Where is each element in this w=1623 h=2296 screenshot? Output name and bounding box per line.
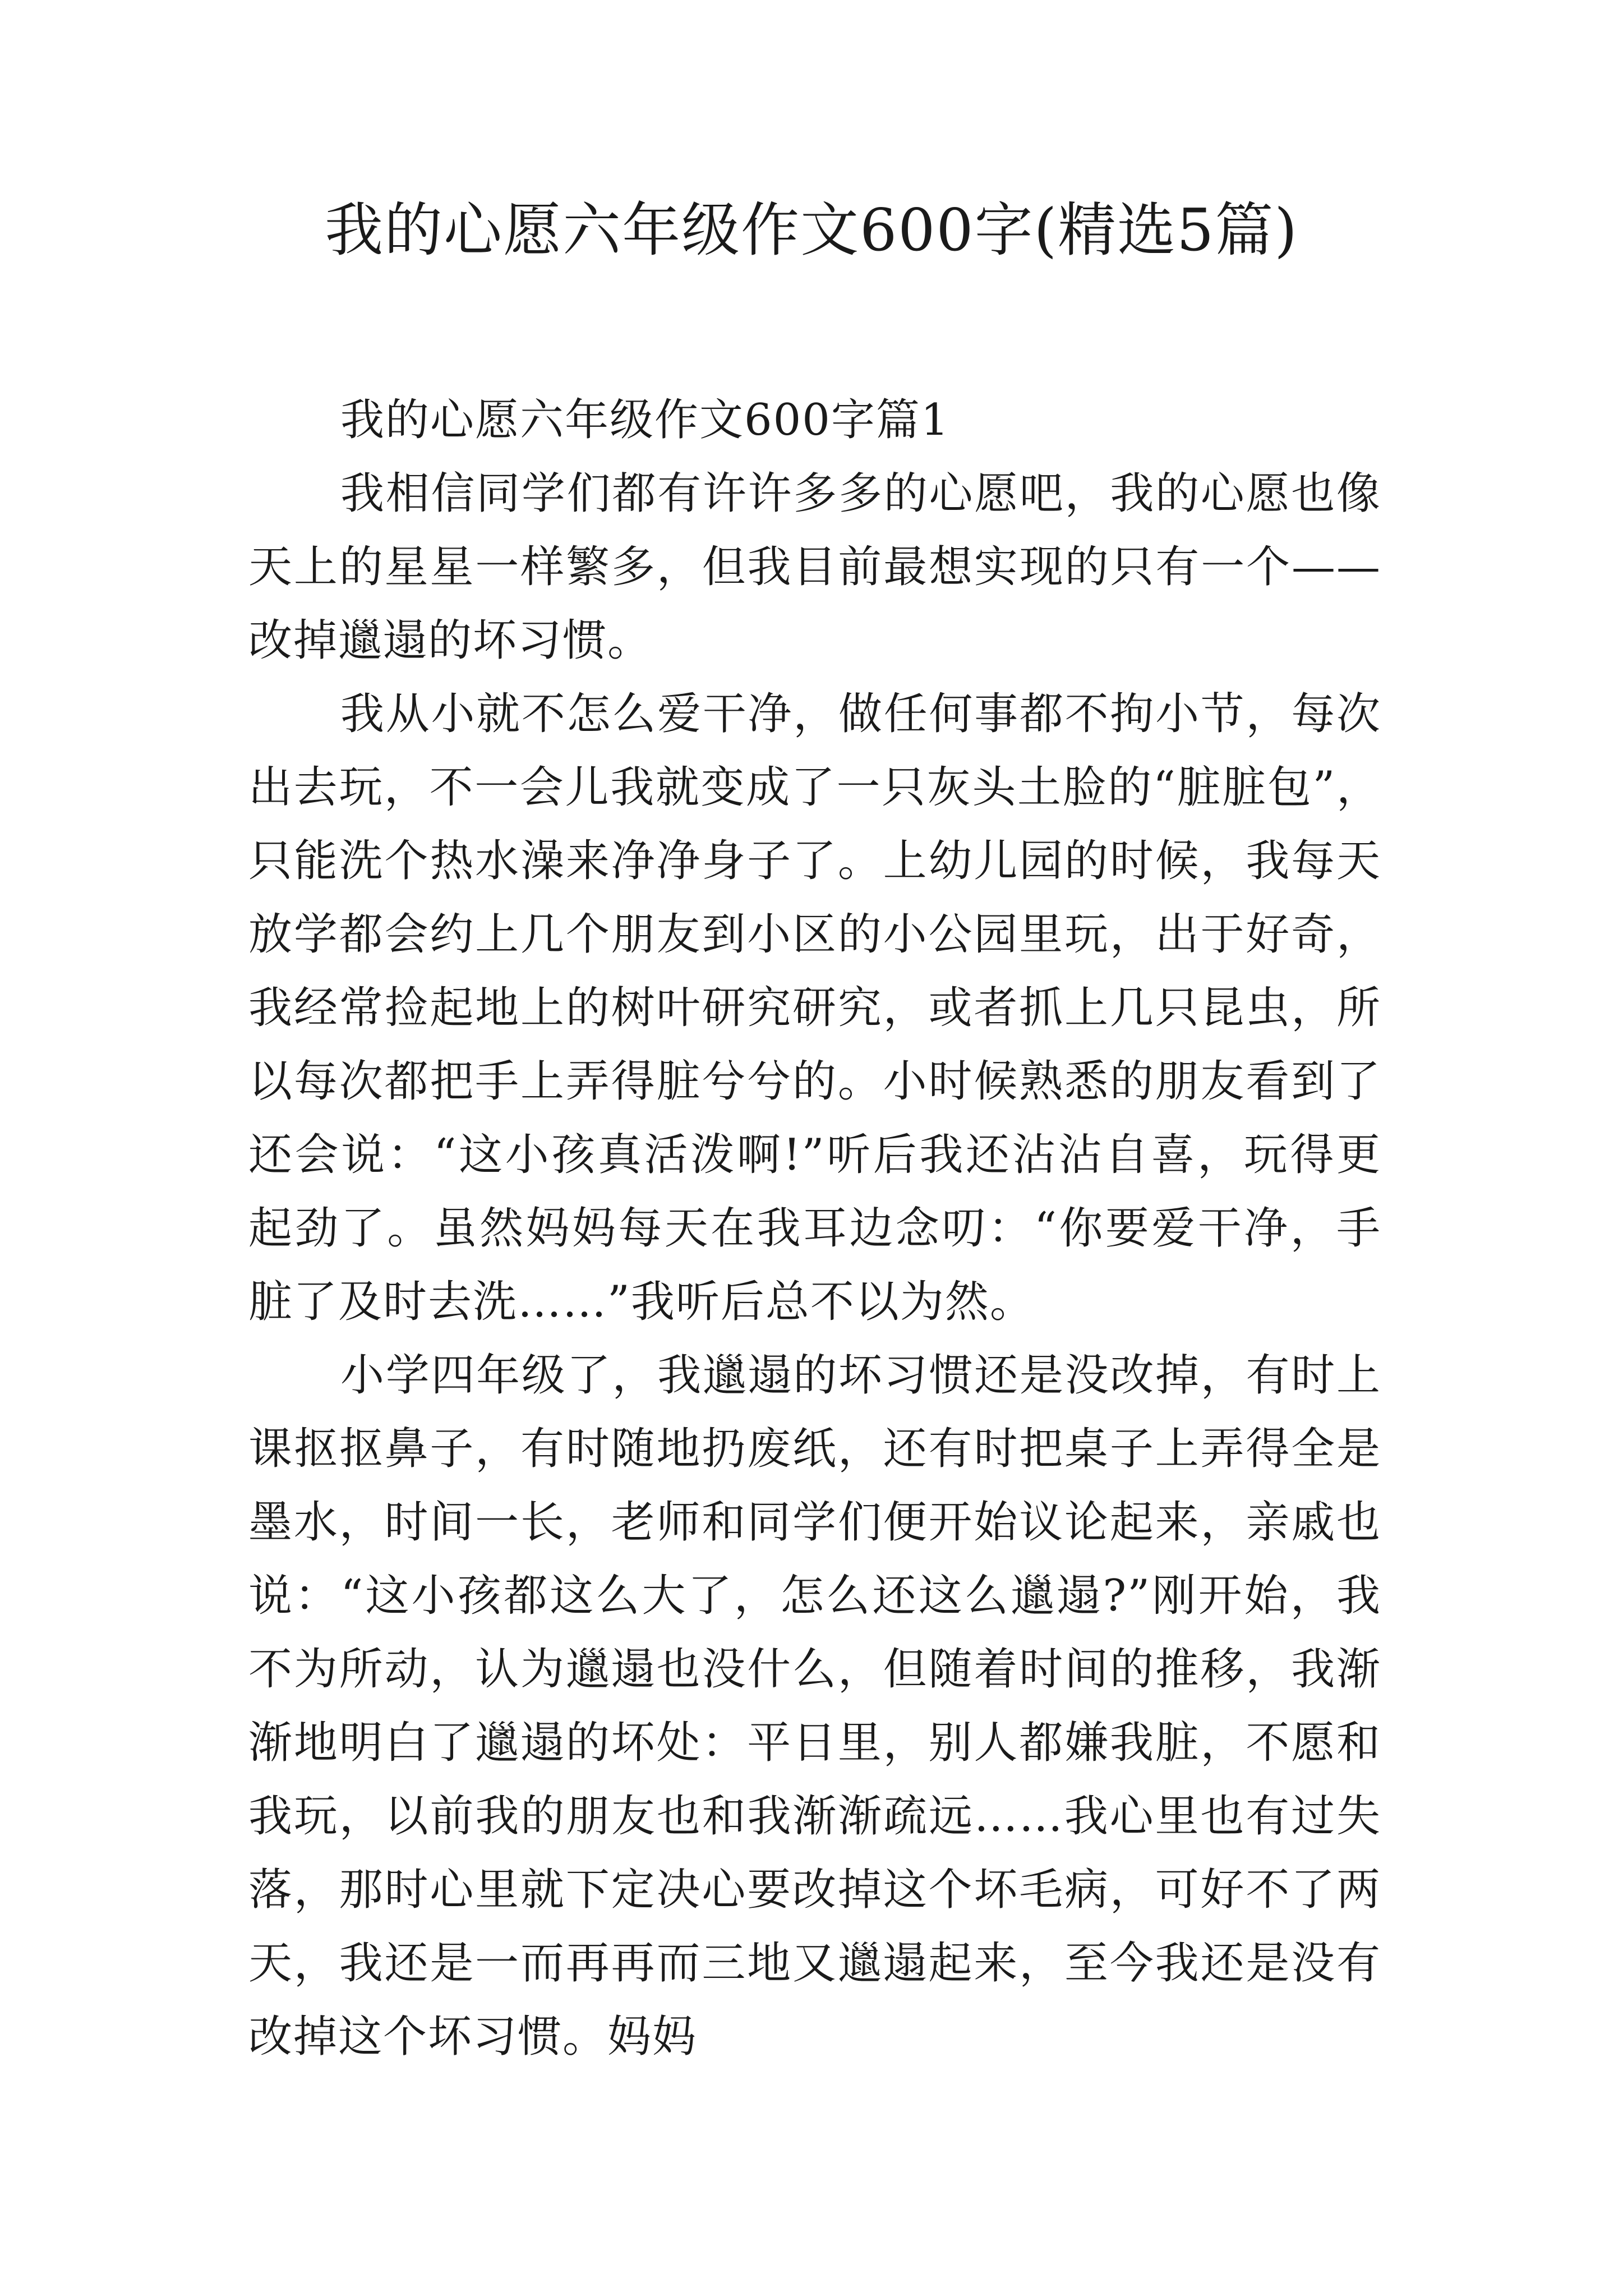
document-body [248, 384, 1381, 2074]
paragraph-2: 我从小就不怎么爱干净，做任何事都不拘小节，每次出去玩，不一会儿我就变成了一只灰头土脸的“脏脏包”，只能洗个热水澡来净净身子了。上幼儿园的时候，我每天放学都会约上几个朋友到小区的小公园里玩，出于好奇，我经常捡起地上的树叶研究研究，或者抓上几只昆虫，所以每次都把手上弄得脏兮兮的。小时候熟悉的朋友看到了还会说：“这小孩真活泼啊!”听后我还沾沾自喜，玩得更起劲了。虽然妈妈每天在我耳边念叨：“你要爱干净，手脏了及时去洗……”我听后总不以为然。 [248, 689, 1381, 1327]
section-heading: 我的心愿六年级作文600字篇1 [340, 395, 950, 445]
paragraph-1: 我相信同学们都有许许多多的心愿吧，我的心愿也像天上的星星一样繁多，但我目前最想实现的只有一个——改掉邋遢的坏习惯。 [248, 468, 1381, 666]
document-title: 我的心愿六年级作文600字(精选5篇) [325, 196, 1298, 264]
paragraph-3: 小学四年级了，我邋遢的坏习惯还是没改掉，有时上课抠抠鼻子，有时随地扔废纸，还有时把桌子上弄得全是墨水，时间一长，老师和同学们便开始议论起来，亲戚也说：“这小孩都这么大了，怎么还这么邋遢?”刚开始，我不为所动，认为邋遢也没什么，但随着时间的推移，我渐渐地明白了邋遢的坏处：平日里，别人都嫌我脏，不愿和我玩，以前我的朋友也和我渐渐疏远……我心里也有过失落，那时心里就下定决心要改掉这个坏毛病，可好不了两天，我还是一而再再而三地又邋遢起来，至今我还是没有改掉这个坏习惯。妈妈 [248, 1350, 1381, 2062]
